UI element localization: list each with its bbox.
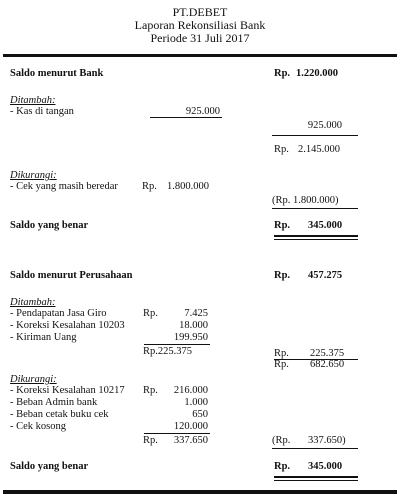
company-correct-label: Saldo yang benar <box>10 461 89 472</box>
company-add-item-value: 7.425 <box>184 308 208 319</box>
company-correct-currency: Rp. <box>274 461 291 472</box>
company-less-item-value: 1.000 <box>184 397 208 408</box>
company-less-underline <box>144 433 210 434</box>
company-add-item-label: - Kiriman Uang <box>10 332 77 343</box>
bank-balance-value: 1.220.000 <box>296 68 338 79</box>
company-less-heading: Dikurangi: <box>10 374 57 385</box>
top-divider <box>3 54 397 57</box>
company-correct-value: 345.000 <box>308 461 343 472</box>
company-less-total-value: 337.650) <box>308 435 346 446</box>
company-less-sum-value: 337.650 <box>173 435 208 446</box>
company-less-item-label: - Beban cetak buku cek <box>10 409 109 420</box>
report-period: Periode 31 Juli 2017 <box>150 31 250 45</box>
bank-correct-currency: Rp. <box>274 220 291 231</box>
report-title: Laporan Rekonsiliasi Bank <box>134 18 266 32</box>
bank-add-total: 925.000 <box>307 120 342 131</box>
company-add-item-label: - Pendapatan Jasa Giro <box>10 308 107 319</box>
company-double-rule-1 <box>274 476 358 478</box>
company-double-rule-2 <box>274 480 358 481</box>
bank-add-item-label: - Kas di tangan <box>10 106 74 117</box>
bank-correct-label: Saldo yang benar <box>10 220 89 231</box>
company-subtotal-currency: Rp. <box>274 359 289 370</box>
company-less-item-value: 120.000 <box>173 421 208 432</box>
company-add-total-currency: Rp. <box>274 348 289 359</box>
bottom-divider <box>3 490 397 494</box>
company-subtotal-value: 682.650 <box>310 359 345 370</box>
company-add-item-label: - Koreksi Kesalahan 10203 <box>10 320 125 331</box>
bank-less-total: (Rp. 1.800.000) <box>272 195 339 206</box>
bank-subtotal-value: 2.145.000 <box>298 144 340 155</box>
company-less-item-label: - Koreksi Kesalahan 10217 <box>10 385 125 396</box>
company-less-item-value: 650 <box>192 409 208 420</box>
bank-correct-rule <box>272 208 358 209</box>
company-name: PT.DEBET <box>172 5 228 19</box>
bank-double-rule-2 <box>274 239 358 240</box>
bank-subtotal-rule <box>272 135 358 136</box>
company-add-heading: Ditambah: <box>10 297 56 308</box>
company-less-item-label: - Beban Admin bank <box>10 397 98 408</box>
bank-less-heading: Dikurangi: <box>10 170 57 181</box>
company-balance-label: Saldo menurut Perusahaan <box>10 270 133 281</box>
bank-balance-label: Saldo menurut Bank <box>10 68 104 79</box>
company-add-item-value: 18.000 <box>179 320 208 331</box>
company-add-underline <box>144 344 210 345</box>
company-add-item-value: 199.950 <box>173 332 208 343</box>
bank-add-item-value: 925.000 <box>185 106 220 117</box>
bank-double-rule-1 <box>274 235 358 237</box>
bank-less-item-value: 1.800.000 <box>167 181 209 192</box>
company-balance-currency: Rp. <box>274 270 291 281</box>
bank-less-item-currency: Rp. <box>142 181 157 192</box>
bank-less-item-label: - Cek yang masih beredar <box>10 181 118 192</box>
company-less-total-currency: (Rp. <box>272 435 291 446</box>
company-add-total-value: 225.375 <box>310 348 345 359</box>
company-less-item-currency: Rp. <box>143 385 158 396</box>
company-add-sum: Rp.225.375 <box>143 346 193 357</box>
company-less-item-value: 216.000 <box>173 385 208 396</box>
bank-balance-currency: Rp. <box>274 68 291 79</box>
bank-subtotal-currency: Rp. <box>274 144 289 155</box>
bank-correct-value: 345.000 <box>308 220 343 231</box>
company-correct-rule <box>272 448 358 449</box>
company-less-sum-currency: Rp. <box>143 435 158 446</box>
bank-add-heading: Ditambah: <box>10 95 56 106</box>
company-balance-value: 457.275 <box>308 270 343 281</box>
company-add-item-currency: Rp. <box>143 308 158 319</box>
company-less-item-label: - Cek kosong <box>10 421 66 432</box>
